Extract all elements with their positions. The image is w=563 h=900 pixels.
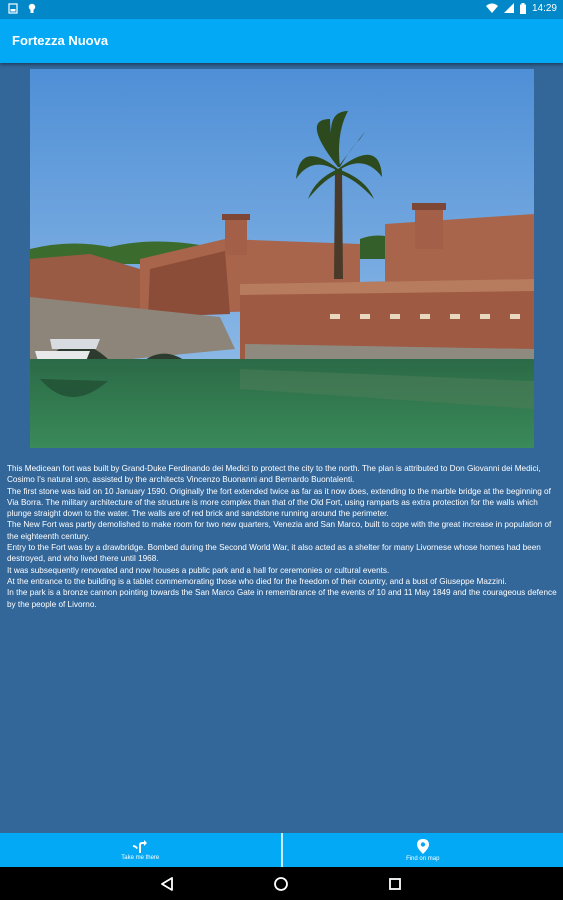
description-paragraph: The first stone was laid on 10 January 1590. Originally the fort extended twice as far as it now does, extending to the marble bridge at the beginning of Via Borra. The military architecture of the structure is more complex than that of the Old Fort, using ramparts as extra protection for the walls which plunge straight down to the water. The walls are of red brick and sandstone running around the perimeter.	[7, 486, 551, 519]
recents-icon[interactable]	[386, 875, 404, 893]
status-time: 14:29	[531, 3, 557, 14]
system-navigation-bar	[0, 867, 563, 900]
signal-icon	[504, 3, 514, 14]
back-icon[interactable]	[158, 875, 176, 893]
description-paragraph: The New Fort was partly demolished to make room for two new quarters, Venezia and San Marco, built to cope with the great increase in population of the eighteenth century.	[7, 520, 552, 541]
description-text	[7, 463, 557, 610]
bottom-action-bar	[0, 833, 563, 867]
status-bar	[0, 0, 563, 19]
description-paragraph: In the park is a bronze cannon pointing towards the San Marco Gate in remembrance of the events of 10 and 11 May 1849 and the courageous defence by the people of Livorno.	[7, 588, 557, 609]
find-on-map-label: Find on map	[406, 855, 440, 862]
wifi-icon	[486, 3, 498, 14]
description-paragraph: It was subsequently renovated and now houses a public park and a hall for ceremonies or cultural events.	[7, 565, 390, 575]
tips-notification-icon	[27, 3, 37, 14]
map-pin-icon	[417, 839, 429, 854]
app-toolbar	[0, 19, 563, 63]
description-paragraph: This Medicean fort was built by Grand-Duke Ferdinando dei Medici to protect the city to the north. The plan is attributed to Don Giovanni dei Medici, Cosimo I's natural son, assisted by the architects Vincenzo Buonanni and Bernardo Buontalenti.	[7, 464, 541, 485]
battery-icon	[520, 3, 526, 14]
description-paragraph: Entry to the Fort was by a drawbridge. Bombed during the Second World War, it also acted as a shelter for many Livornese whose homes had been destroyed, and who lived there until 1968.	[7, 543, 541, 564]
take-me-there-label: Take me there	[121, 855, 160, 861]
home-icon[interactable]	[272, 875, 290, 893]
take-me-there-button[interactable]	[0, 833, 281, 867]
find-on-map-button[interactable]	[281, 833, 563, 867]
fort-photo	[30, 69, 534, 448]
directions-icon	[132, 839, 148, 853]
page-title: Fortezza Nuova	[12, 33, 109, 48]
description-paragraph: At the entrance to the building is a tablet commemorating those who died for the freedom of their country, and a bust of Giuseppe Mazzini.	[7, 576, 507, 586]
gallery-notification-icon	[8, 3, 18, 14]
